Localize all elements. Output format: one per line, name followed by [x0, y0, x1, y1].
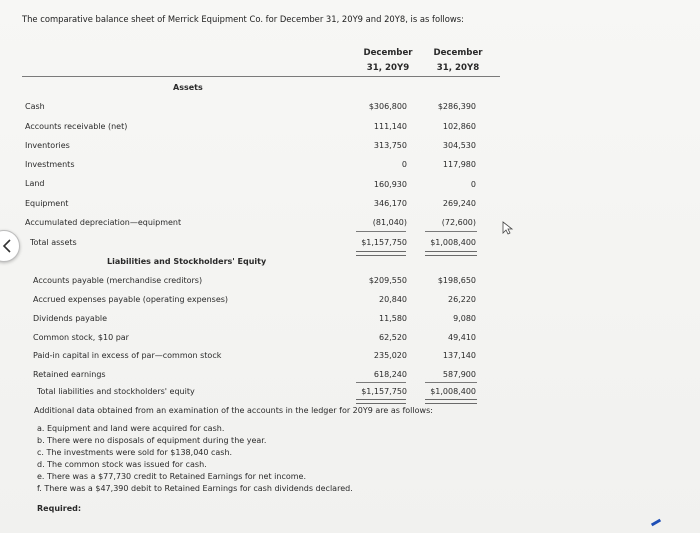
asset-y8: 102,860: [442, 122, 476, 131]
liability-y9: 62,520: [379, 333, 407, 342]
col-header-y9-line2: 31, 20Y9: [366, 63, 410, 73]
additional-item: f. There was a $47,390 debit to Retained Earnings for cash dividends declared.: [37, 484, 353, 493]
required-label: Required:: [37, 504, 82, 513]
subtotal-rule-y9: [356, 231, 406, 232]
asset-y8: (72,600): [441, 218, 476, 227]
assets-heading: Assets: [173, 83, 203, 92]
liabilities-heading: Liabilities and Stockholders' Equity: [107, 257, 267, 266]
liability-label: Accrued expenses payable (operating expenses): [33, 295, 229, 304]
liability-label: Retained earnings: [33, 370, 106, 379]
subtotal-rule-y9: [356, 382, 406, 383]
asset-label: Land: [25, 179, 45, 188]
asset-label: Investments: [25, 160, 75, 169]
total-liabilities-y9: $1,157,750: [361, 387, 407, 396]
liability-label: Paid-in capital in excess of par—common stock: [33, 351, 222, 360]
col-header-y8-line2: 31, 20Y8: [436, 63, 480, 73]
liability-y8: 49,410: [448, 333, 476, 342]
asset-y8: 117,980: [442, 160, 476, 169]
asset-y8: 304,530: [442, 141, 476, 150]
total-liabilities-label: Total liabilities and stockholders' equity: [37, 387, 195, 396]
liability-y8: $198,650: [437, 276, 476, 285]
total-rule-y9: [356, 251, 406, 256]
total-assets-y8: $1,008,400: [430, 238, 476, 247]
liability-label: Accounts payable (merchandise creditors): [33, 276, 203, 285]
additional-item: b. There were no disposals of equipment during the year.: [37, 436, 267, 445]
additional-item: e. There was a $77,730 credit to Retained Earnings for net income.: [37, 472, 306, 481]
asset-label: Inventories: [25, 141, 70, 150]
liability-y9: 618,240: [373, 370, 407, 379]
total-assets-label: Total assets: [30, 238, 77, 247]
asset-y9: 0: [401, 160, 407, 169]
asset-label: Equipment: [25, 199, 69, 208]
col-header-y9-line1: December: [363, 48, 413, 58]
liability-label: Dividends payable: [33, 314, 108, 323]
liability-y9: 235,020: [373, 351, 407, 360]
total-assets-y9: $1,157,750: [361, 238, 407, 247]
total-rule-y8: [425, 399, 477, 404]
asset-label: Accounts receivable (net): [25, 122, 128, 131]
header-rule: [22, 76, 500, 77]
col-header-y8-line1: December: [433, 48, 483, 58]
subtotal-rule-y8: [425, 382, 477, 383]
liability-y9: 11,580: [379, 314, 407, 323]
additional-item: c. The investments were sold for $138,040 cash.: [37, 448, 233, 457]
asset-y9: 346,170: [373, 199, 407, 208]
liability-y8: 137,140: [442, 351, 476, 360]
asset-y9: 111,140: [373, 122, 407, 131]
asset-y8: 0: [470, 180, 476, 189]
asset-y9: (81,040): [372, 218, 407, 227]
total-rule-y9: [356, 399, 406, 404]
liability-y9: $209,550: [368, 276, 407, 285]
liability-y8: 587,900: [442, 370, 476, 379]
liability-label: Common stock, $10 par: [33, 333, 129, 342]
liability-y9: 20,840: [379, 295, 407, 304]
asset-y8: 269,240: [442, 199, 476, 208]
problem-intro: The comparative balance sheet of Merrick Equipment Co. for December 31, 20Y9 and 20Y8, is as follows:: [22, 14, 464, 24]
additional-item: d. The common stock was issued for cash.: [37, 460, 207, 469]
additional-item: a. Equipment and land were acquired for cash.: [37, 424, 225, 433]
chevron-left-icon: [2, 239, 11, 253]
total-rule-y8: [425, 251, 477, 256]
liability-y8: 9,080: [453, 314, 476, 323]
asset-label: Accumulated depreciation—equipment: [25, 218, 182, 227]
liability-y8: 26,220: [448, 295, 476, 304]
asset-y9: 313,750: [373, 141, 407, 150]
asset-y8: $286,390: [437, 102, 476, 111]
mouse-cursor-icon: [502, 221, 514, 235]
asset-label: Cash: [25, 102, 45, 111]
total-liabilities-y8: $1,008,400: [430, 387, 476, 396]
asset-y9: $306,800: [368, 102, 407, 111]
subtotal-rule-y8: [425, 231, 477, 232]
additional-intro: Additional data obtained from an examination of the accounts in the ledger for 20Y9 are as follows:: [34, 406, 433, 415]
asset-y9: 160,930: [373, 180, 407, 189]
